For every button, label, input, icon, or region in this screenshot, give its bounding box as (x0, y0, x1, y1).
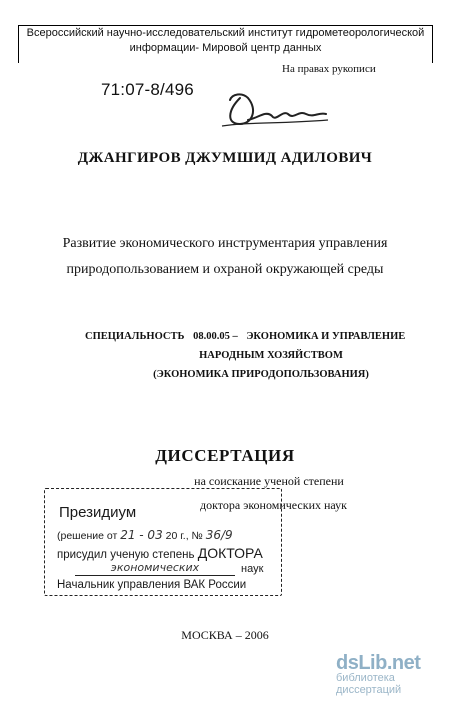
stamp-decision-date: 21 - 03 (120, 528, 163, 542)
stamp-decision-no: 36/9 (205, 528, 233, 542)
specialty-name-part2: НАРОДНЫМ ХОЗЯЙСТВОМ (199, 350, 343, 361)
stamp-degree: ДОКТОРА (197, 545, 263, 561)
stamp-awarded-line (57, 545, 263, 561)
stamp-decision-prefix: (решение от (57, 530, 118, 542)
dissertation-title (40, 231, 410, 283)
institute-name-line1: Всероссийский научно-исследовательский институт гидрометеорологической (26, 27, 425, 39)
stamp-field-handwritten: экономических (75, 561, 235, 576)
stamp-decision-no-prefix: г., № (180, 530, 203, 542)
title-line1: Развитие экономического инструментария управления (62, 236, 388, 251)
dslib-watermark (336, 652, 446, 696)
degree-line1: на соискание ученой степени (194, 474, 344, 488)
stamp-awarded: присудил ученую степень (57, 549, 195, 561)
stamp-decision-line (57, 528, 233, 542)
institute-header-box (18, 25, 433, 63)
document-type: ДИССЕРТАЦИЯ (155, 446, 295, 465)
dslib-logo: dsLib.net (336, 652, 421, 674)
archive-code: 71:07-8/496 (101, 80, 194, 99)
stamp-presidium: Президиум (59, 504, 137, 521)
vak-stamp (44, 488, 282, 596)
city-year: МОСКВА – 2006 (181, 628, 269, 642)
title-line2: природопользованием и охраной окружающей среды (66, 262, 384, 277)
stamp-decision-year: 20 (165, 530, 178, 542)
degree-line2: доктора экономических наук (200, 498, 347, 512)
handwritten-signature (218, 80, 333, 140)
specialty-name-part3: (ЭКОНОМИКА ПРИРОДОПОЛЬЗОВАНИЯ) (153, 369, 369, 380)
author-name: ДЖАНГИРОВ ДЖУМШИД АДИЛОВИЧ (77, 150, 373, 166)
institute-name-line2: информации- Мировой центр данных (129, 42, 322, 54)
stamp-nauk: наук (241, 563, 264, 575)
dslib-subtitle: библиотека диссертаций (336, 672, 402, 696)
specialty-code: 08.00.05 – (193, 331, 238, 342)
specialty-line1 (85, 331, 411, 342)
rights-note: На правах рукописи (282, 63, 376, 75)
stamp-head: Начальник управления ВАК России (57, 579, 247, 591)
specialty-label: СПЕЦИАЛЬНОСТЬ (85, 331, 185, 342)
specialty-name-part1: ЭКОНОМИКА И УПРАВЛЕНИЕ (246, 331, 406, 342)
